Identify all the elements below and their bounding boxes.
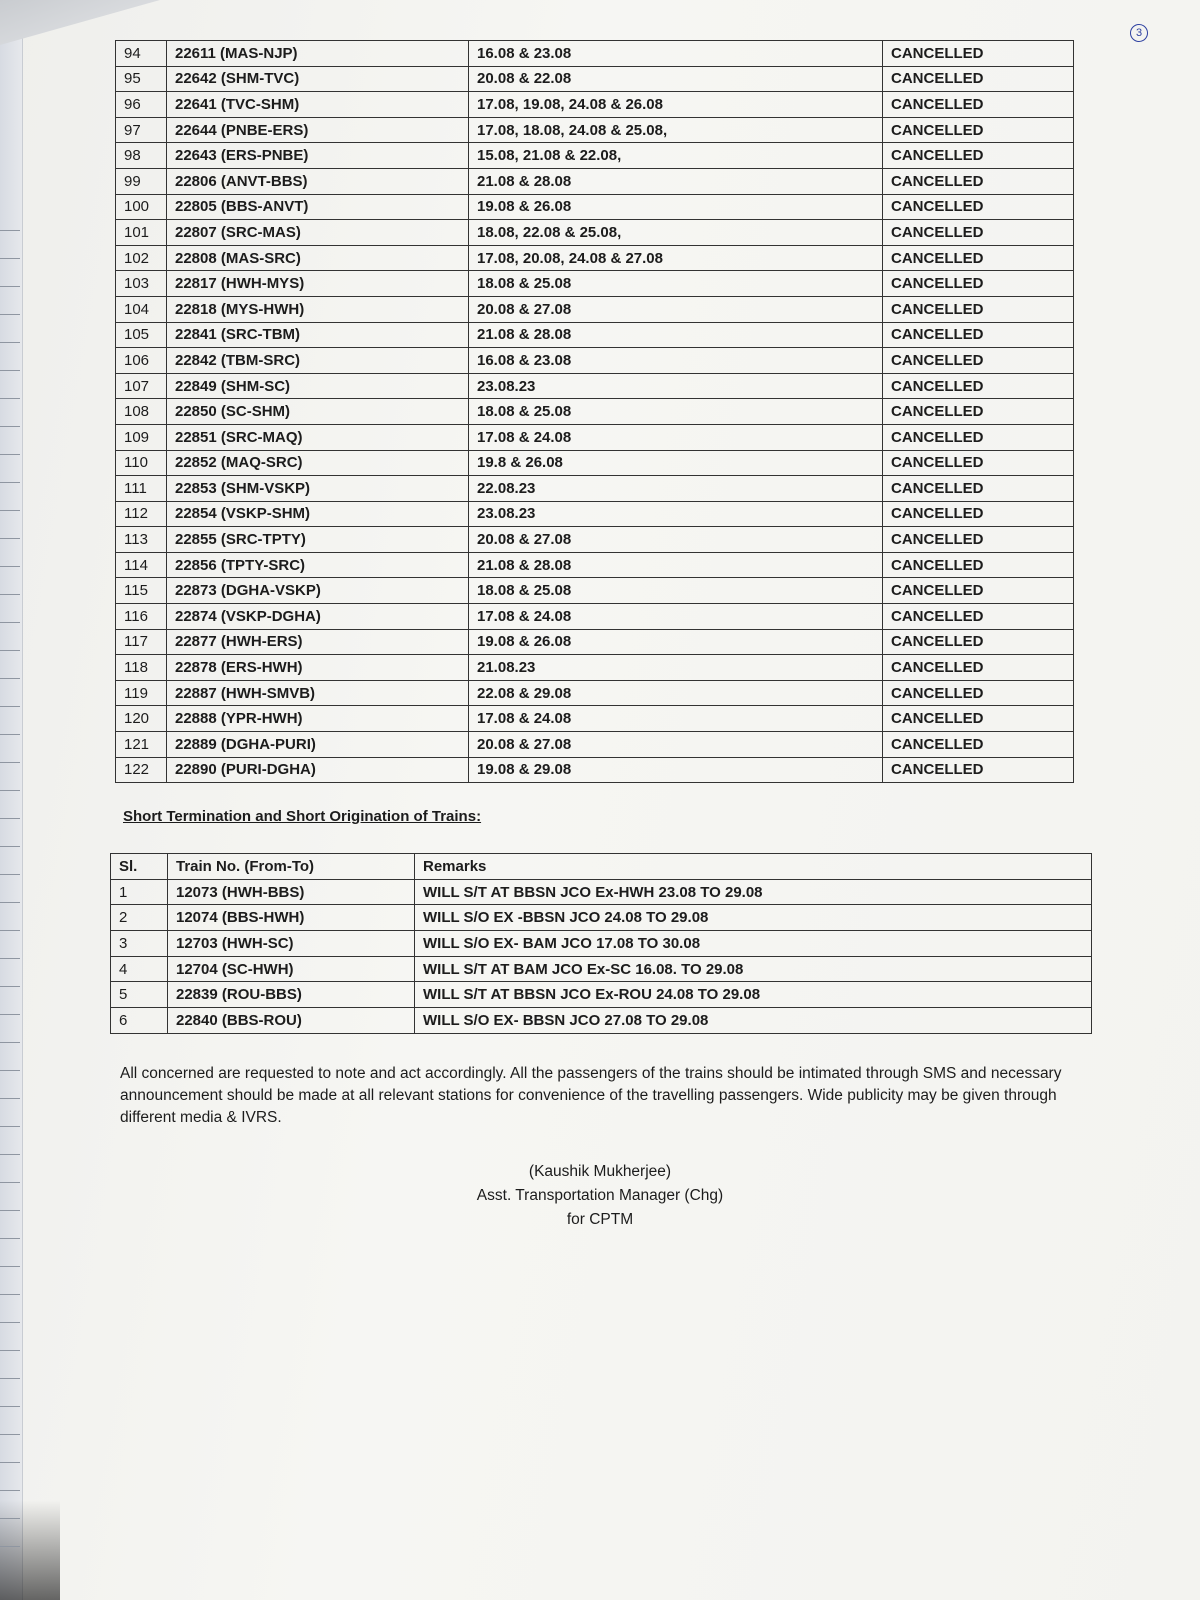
sl-cell: 5 [111, 982, 168, 1008]
binder-tick [0, 1350, 20, 1351]
table-row [116, 143, 1074, 169]
sl-cell: 107 [116, 373, 167, 399]
status-cell: CANCELLED [883, 732, 1074, 758]
remarks-cell: WILL S/O EX- BAM JCO 17.08 TO 30.08 [415, 931, 1092, 957]
table-row [116, 322, 1074, 348]
status-cell: CANCELLED [883, 66, 1074, 92]
binder-tick [0, 1462, 20, 1463]
status-cell: CANCELLED [883, 680, 1074, 706]
dates-cell: 21.08.23 [469, 655, 883, 681]
sl-cell: 114 [116, 552, 167, 578]
table-row [116, 194, 1074, 220]
train-cell: 22611 (MAS-NJP) [167, 41, 469, 67]
table-row [116, 399, 1074, 425]
binder-tick [0, 958, 20, 959]
binder-tick [0, 426, 20, 427]
status-cell: CANCELLED [883, 194, 1074, 220]
dates-cell: 17.08 & 24.08 [469, 706, 883, 732]
table-row [116, 271, 1074, 297]
sl-cell: 96 [116, 92, 167, 118]
status-cell: CANCELLED [883, 450, 1074, 476]
table-row [116, 450, 1074, 476]
sl-cell: 99 [116, 168, 167, 194]
sl-cell: 4 [111, 956, 168, 982]
status-cell: CANCELLED [883, 296, 1074, 322]
dates-cell: 19.8 & 26.08 [469, 450, 883, 476]
binder-tick [0, 790, 20, 791]
table-row [116, 527, 1074, 553]
binder-tick [0, 566, 20, 567]
binder-tick [0, 1406, 20, 1407]
remarks-cell: WILL S/T AT BBSN JCO Ex-HWH 23.08 TO 29.08 [415, 879, 1092, 905]
binder-tick [0, 286, 20, 287]
binder-tick [0, 930, 20, 931]
binder-tick [0, 1490, 20, 1491]
table-row [116, 117, 1074, 143]
dates-cell: 20.08 & 22.08 [469, 66, 883, 92]
binder-tick [0, 538, 20, 539]
binder-tick [0, 622, 20, 623]
header-remarks: Remarks [415, 854, 1092, 880]
binder-tick [0, 1126, 20, 1127]
binder-edge [0, 0, 23, 1600]
train-cell: 22850 (SC-SHM) [167, 399, 469, 425]
remarks-cell: WILL S/O EX- BBSN JCO 27.08 TO 29.08 [415, 1008, 1092, 1034]
table-row [116, 706, 1074, 732]
sl-cell: 100 [116, 194, 167, 220]
status-cell: CANCELLED [883, 143, 1074, 169]
table-row [116, 296, 1074, 322]
binder-tick [0, 1546, 20, 1547]
binder-tick [0, 762, 20, 763]
sl-cell: 97 [116, 117, 167, 143]
dates-cell: 17.08, 20.08, 24.08 & 27.08 [469, 245, 883, 271]
dates-cell: 23.08.23 [469, 501, 883, 527]
table-row [116, 501, 1074, 527]
sl-cell: 115 [116, 578, 167, 604]
table-row [116, 41, 1074, 67]
train-cell: 22817 (HWH-MYS) [167, 271, 469, 297]
table-row [111, 879, 1092, 905]
signatory-designation: Asst. Transportation Manager (Chg) [476, 1187, 724, 1204]
train-cell: 22852 (MAQ-SRC) [167, 450, 469, 476]
binder-tick [0, 1434, 20, 1435]
dates-cell: 18.08 & 25.08 [469, 578, 883, 604]
binder-tick [0, 734, 20, 735]
page-shadow [0, 1500, 60, 1600]
header-train: Train No. (From-To) [168, 854, 415, 880]
binder-tick [0, 986, 20, 987]
table-row [116, 92, 1074, 118]
status-cell: CANCELLED [883, 117, 1074, 143]
dates-cell: 22.08.23 [469, 476, 883, 502]
dates-cell: 20.08 & 27.08 [469, 296, 883, 322]
table-row [116, 245, 1074, 271]
short-termination-heading: Short Termination and Short Origination of Trains: [123, 808, 482, 825]
sl-cell: 110 [116, 450, 167, 476]
dates-cell: 22.08 & 29.08 [469, 680, 883, 706]
sl-cell: 120 [116, 706, 167, 732]
sl-cell: 101 [116, 220, 167, 246]
binder-tick [0, 594, 20, 595]
dates-cell: 21.08 & 28.08 [469, 552, 883, 578]
status-cell: CANCELLED [883, 527, 1074, 553]
notice-paragraph: All concerned are requested to note and act accordingly. All the passengers of the trains should be intimated through SMS and necessary announcement should be made at all relevant stations for convenience of the travelling passengers. Wide publicity may be given through different media & IVRS. [120, 1065, 1062, 1126]
dates-cell: 18.08 & 25.08 [469, 399, 883, 425]
train-cell: 22839 (ROU-BBS) [168, 982, 415, 1008]
binder-tick [0, 1182, 20, 1183]
dates-cell: 19.08 & 29.08 [469, 757, 883, 783]
dates-cell: 19.08 & 26.08 [469, 194, 883, 220]
train-cell: 22878 (ERS-HWH) [167, 655, 469, 681]
binder-tick [0, 398, 20, 399]
train-cell: 22642 (SHM-TVC) [167, 66, 469, 92]
binder-tick [0, 314, 20, 315]
binder-tick [0, 650, 20, 651]
status-cell: CANCELLED [883, 168, 1074, 194]
dates-cell: 15.08, 21.08 & 22.08, [469, 143, 883, 169]
binder-tick [0, 1238, 20, 1239]
table-row [116, 373, 1074, 399]
sl-cell: 106 [116, 348, 167, 374]
binder-tick [0, 1098, 20, 1099]
train-cell: 22644 (PNBE-ERS) [167, 117, 469, 143]
sl-cell: 98 [116, 143, 167, 169]
sl-cell: 2 [111, 905, 168, 931]
remarks-cell: WILL S/O EX -BBSN JCO 24.08 TO 29.08 [415, 905, 1092, 931]
status-cell: CANCELLED [883, 373, 1074, 399]
sl-cell: 3 [111, 931, 168, 957]
status-cell: CANCELLED [883, 476, 1074, 502]
sl-cell: 116 [116, 604, 167, 630]
dates-cell: 17.08, 18.08, 24.08 & 25.08, [469, 117, 883, 143]
status-cell: CANCELLED [883, 92, 1074, 118]
status-cell: CANCELLED [883, 629, 1074, 655]
status-cell: CANCELLED [883, 424, 1074, 450]
sl-cell: 111 [116, 476, 167, 502]
train-cell: 22806 (ANVT-BBS) [167, 168, 469, 194]
table-row [116, 220, 1074, 246]
dates-cell: 23.08.23 [469, 373, 883, 399]
binder-tick [0, 678, 20, 679]
train-cell: 22808 (MAS-SRC) [167, 245, 469, 271]
table-row [111, 1008, 1092, 1034]
binder-tick [0, 846, 20, 847]
table-row [116, 552, 1074, 578]
binder-tick [0, 1266, 20, 1267]
remarks-cell: WILL S/T AT BAM JCO Ex-SC 16.08. TO 29.08 [415, 956, 1092, 982]
train-cell: 22840 (BBS-ROU) [168, 1008, 415, 1034]
train-cell: 22818 (MYS-HWH) [167, 296, 469, 322]
dates-cell: 21.08 & 28.08 [469, 322, 883, 348]
table-row [116, 629, 1074, 655]
cancelled-trains-table [115, 40, 1074, 783]
binder-tick [0, 874, 20, 875]
dates-cell: 20.08 & 27.08 [469, 732, 883, 758]
train-cell: 22877 (HWH-ERS) [167, 629, 469, 655]
sl-cell: 103 [116, 271, 167, 297]
table-row [116, 424, 1074, 450]
train-cell: 22643 (ERS-PNBE) [167, 143, 469, 169]
binder-tick [0, 482, 20, 483]
binder-tick [0, 1014, 20, 1015]
train-cell: 22854 (VSKP-SHM) [167, 501, 469, 527]
dates-cell: 21.08 & 28.08 [469, 168, 883, 194]
sl-cell: 105 [116, 322, 167, 348]
sl-cell: 113 [116, 527, 167, 553]
signatory-name: (Kaushik Mukherjee) [528, 1163, 672, 1180]
train-cell: 22851 (SRC-MAQ) [167, 424, 469, 450]
status-cell: CANCELLED [883, 220, 1074, 246]
binder-tick [0, 706, 20, 707]
page-number-mark: 3 [1130, 24, 1148, 42]
train-cell: 22849 (SHM-SC) [167, 373, 469, 399]
binder-tick [0, 230, 20, 231]
dates-cell: 17.08 & 24.08 [469, 604, 883, 630]
table-row [116, 655, 1074, 681]
signatory-for: for CPTM [566, 1211, 634, 1228]
status-cell: CANCELLED [883, 604, 1074, 630]
sl-cell: 121 [116, 732, 167, 758]
status-cell: CANCELLED [883, 348, 1074, 374]
binder-tick [0, 1322, 20, 1323]
binder-tick [0, 1154, 20, 1155]
dates-cell: 16.08 & 23.08 [469, 41, 883, 67]
short-termination-table [110, 853, 1092, 1034]
status-cell: CANCELLED [883, 322, 1074, 348]
train-cell: 22841 (SRC-TBM) [167, 322, 469, 348]
status-cell: CANCELLED [883, 41, 1074, 67]
header-sl: Sl. [111, 854, 168, 880]
sl-cell: 102 [116, 245, 167, 271]
sl-cell: 94 [116, 41, 167, 67]
binder-tick [0, 902, 20, 903]
sl-cell: 6 [111, 1008, 168, 1034]
sl-cell: 104 [116, 296, 167, 322]
binder-tick [0, 818, 20, 819]
train-cell: 22807 (SRC-MAS) [167, 220, 469, 246]
sl-cell: 112 [116, 501, 167, 527]
binder-tick [0, 370, 20, 371]
status-cell: CANCELLED [883, 271, 1074, 297]
sl-cell: 119 [116, 680, 167, 706]
binder-tick [0, 342, 20, 343]
binder-tick [0, 454, 20, 455]
train-cell: 22889 (DGHA-PURI) [167, 732, 469, 758]
sl-cell: 108 [116, 399, 167, 425]
train-cell: 22855 (SRC-TPTY) [167, 527, 469, 553]
status-cell: CANCELLED [883, 399, 1074, 425]
sl-cell: 1 [111, 879, 168, 905]
table-row [111, 931, 1092, 957]
train-cell: 22874 (VSKP-DGHA) [167, 604, 469, 630]
table-row [116, 604, 1074, 630]
status-cell: CANCELLED [883, 552, 1074, 578]
dates-cell: 18.08, 22.08 & 25.08, [469, 220, 883, 246]
train-cell: 22856 (TPTY-SRC) [167, 552, 469, 578]
train-cell: 12073 (HWH-BBS) [168, 879, 415, 905]
train-cell: 22890 (PURI-DGHA) [167, 757, 469, 783]
train-cell: 22805 (BBS-ANVT) [167, 194, 469, 220]
table-row [111, 982, 1092, 1008]
binder-tick [0, 1518, 20, 1519]
status-cell: CANCELLED [883, 245, 1074, 271]
binder-tick [0, 1210, 20, 1211]
train-cell: 12074 (BBS-HWH) [168, 905, 415, 931]
page-corner-fold [0, 0, 160, 45]
dates-cell: 19.08 & 26.08 [469, 629, 883, 655]
signature-block [440, 1160, 760, 1232]
sl-cell: 95 [116, 66, 167, 92]
dates-cell: 16.08 & 23.08 [469, 348, 883, 374]
sl-cell: 109 [116, 424, 167, 450]
train-cell: 22853 (SHM-VSKP) [167, 476, 469, 502]
dates-cell: 17.08 & 24.08 [469, 424, 883, 450]
status-cell: CANCELLED [883, 757, 1074, 783]
train-cell: 12703 (HWH-SC) [168, 931, 415, 957]
train-cell: 22641 (TVC-SHM) [167, 92, 469, 118]
table-row [111, 956, 1092, 982]
table-header-row [111, 854, 1092, 880]
table-row [116, 66, 1074, 92]
table-row [116, 348, 1074, 374]
binder-tick [0, 1070, 20, 1071]
status-cell: CANCELLED [883, 578, 1074, 604]
dates-cell: 18.08 & 25.08 [469, 271, 883, 297]
table-row [116, 578, 1074, 604]
train-cell: 22888 (YPR-HWH) [167, 706, 469, 732]
status-cell: CANCELLED [883, 706, 1074, 732]
binder-tick [0, 1294, 20, 1295]
train-cell: 12704 (SC-HWH) [168, 956, 415, 982]
binder-tick [0, 258, 20, 259]
table-row [116, 732, 1074, 758]
remarks-cell: WILL S/T AT BBSN JCO Ex-ROU 24.08 TO 29.08 [415, 982, 1092, 1008]
table-row [116, 476, 1074, 502]
train-cell: 22842 (TBM-SRC) [167, 348, 469, 374]
table-row [111, 905, 1092, 931]
train-cell: 22887 (HWH-SMVB) [167, 680, 469, 706]
binder-tick [0, 1042, 20, 1043]
dates-cell: 20.08 & 27.08 [469, 527, 883, 553]
binder-tick [0, 1378, 20, 1379]
dates-cell: 17.08, 19.08, 24.08 & 26.08 [469, 92, 883, 118]
table-row [116, 757, 1074, 783]
binder-tick [0, 510, 20, 511]
status-cell: CANCELLED [883, 501, 1074, 527]
sl-cell: 117 [116, 629, 167, 655]
table-row [116, 168, 1074, 194]
sl-cell: 118 [116, 655, 167, 681]
train-cell: 22873 (DGHA-VSKP) [167, 578, 469, 604]
sl-cell: 122 [116, 757, 167, 783]
status-cell: CANCELLED [883, 655, 1074, 681]
table-row [116, 680, 1074, 706]
